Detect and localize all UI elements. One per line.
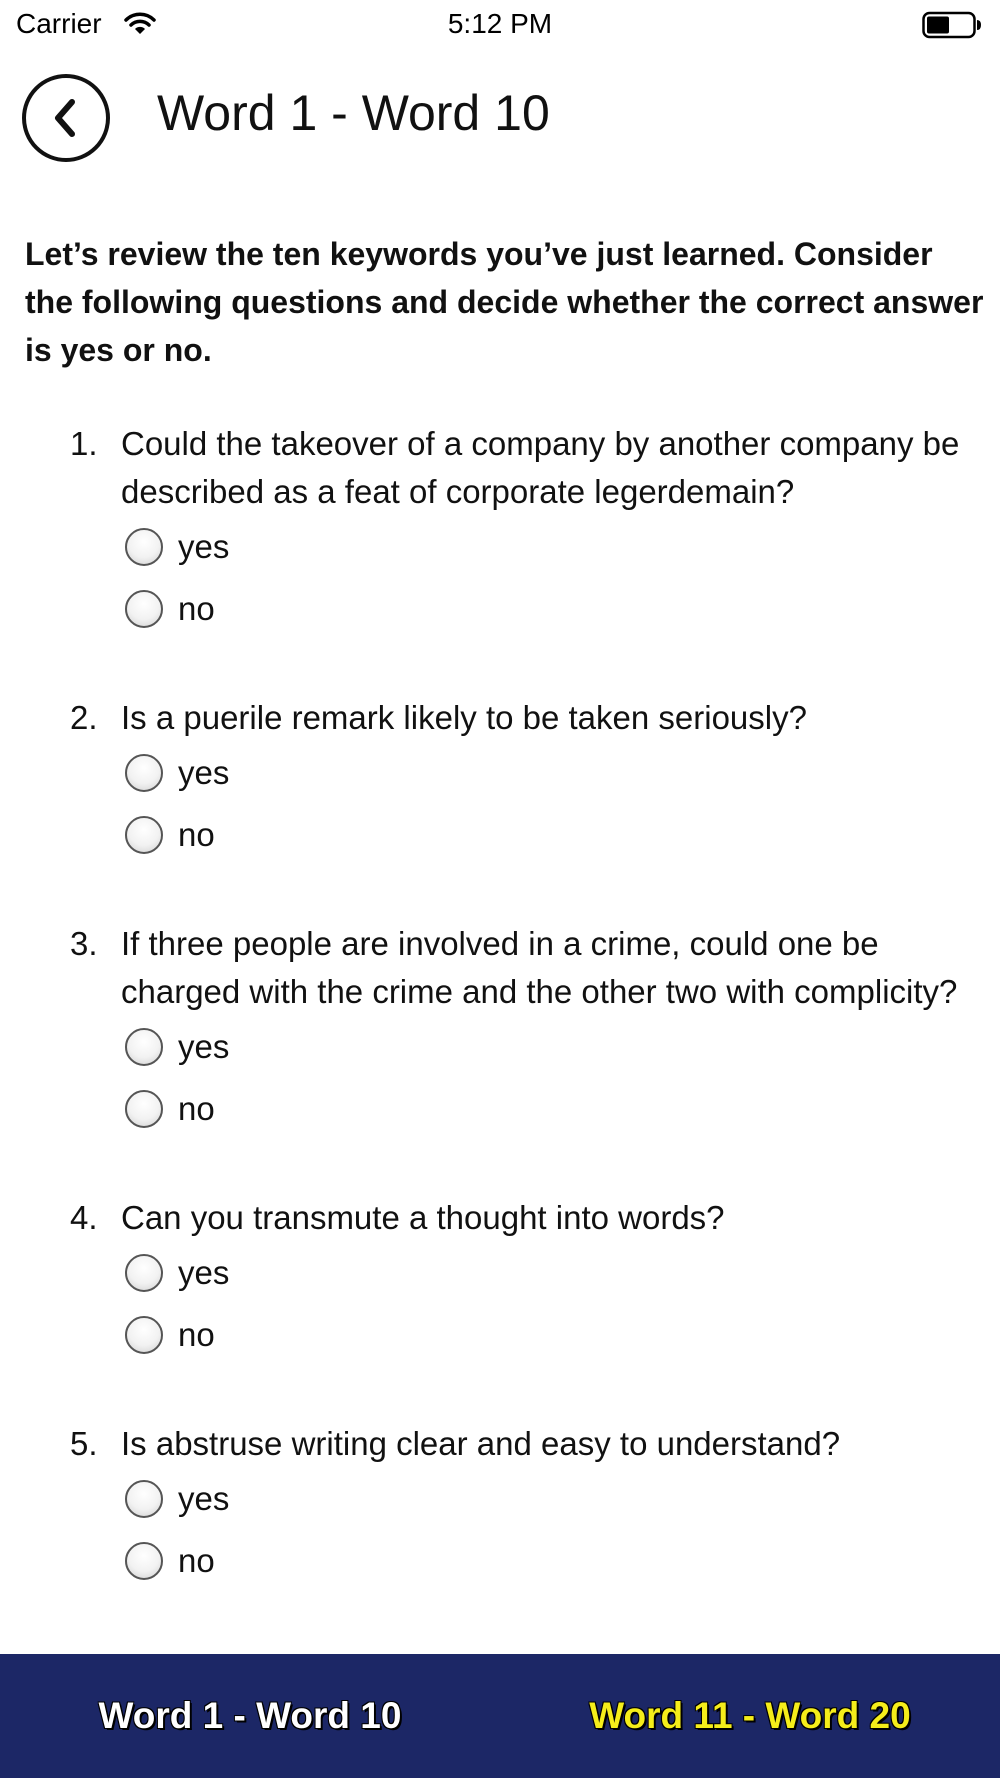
status-bar [0,0,1000,50]
battery-icon [922,11,982,39]
question-text: If three people are involved in a crime, could one be charged with the crime and the other two with complicity? [121,925,958,1010]
question-item [0,1420,1000,1592]
answer-option-yes[interactable] [125,742,1000,804]
option-label: yes [178,1028,230,1065]
radio-button[interactable] [125,816,163,854]
tab-word-11-20[interactable]: Word 11 - Word 20 [589,1695,911,1736]
radio-button[interactable] [125,1028,163,1066]
answer-option-no[interactable] [125,1078,1000,1140]
answer-option-no[interactable] [125,1304,1000,1366]
option-label: yes [178,1254,230,1291]
question-item [0,1194,1000,1366]
chevron-left-icon [46,94,86,142]
option-label: no [178,816,215,853]
option-label: yes [178,754,230,791]
question-number: 3. [70,925,98,962]
radio-button[interactable] [125,1316,163,1354]
status-time: 5:12 PM [447,8,553,39]
intro-text: Let’s review the ten keywords you’ve just learned. Consider the following questions and decide whether the correct answer is yes or no. [25,236,984,368]
question-text: Could the takeover of a company by another company be described as a feat of corporate legerdemain? [121,425,960,510]
question-number: 1. [70,425,98,462]
question-number: 2. [70,699,98,736]
question-list [0,420,1000,1646]
radio-button[interactable] [125,1254,163,1292]
answer-option-no[interactable] [125,578,1000,640]
answer-option-no[interactable] [125,1530,1000,1592]
answer-option-yes[interactable] [125,516,1000,578]
bottom-tab-bar [0,1654,1000,1778]
content-scroll-area[interactable] [0,170,1000,1654]
option-label: no [178,1316,215,1353]
radio-button[interactable] [125,1480,163,1518]
option-label: no [178,1542,215,1579]
option-label: no [178,590,215,627]
question-number: 4. [70,1199,98,1236]
answer-option-yes[interactable] [125,1016,1000,1078]
tab-word-1-10[interactable]: Word 1 - Word 10 [98,1695,402,1736]
answer-option-no[interactable] [125,804,1000,866]
question-text: Is a puerile remark likely to be taken seriously? [121,699,807,736]
option-label: yes [178,1480,230,1517]
answer-option-yes[interactable] [125,1468,1000,1530]
question-item [0,420,1000,640]
radio-button[interactable] [125,590,163,628]
question-item [0,920,1000,1140]
carrier-label: Carrier [16,8,102,39]
radio-button[interactable] [125,528,163,566]
radio-button[interactable] [125,754,163,792]
nav-bar [0,60,1000,170]
question-number: 5. [70,1425,98,1462]
answer-option-yes[interactable] [125,1242,1000,1304]
question-text: Is abstruse writing clear and easy to understand? [121,1425,841,1462]
radio-button[interactable] [125,1090,163,1128]
back-button[interactable] [22,74,110,162]
question-item [0,694,1000,866]
page-title: Word 1 - Word 10 [157,85,550,141]
radio-button[interactable] [125,1542,163,1580]
option-label: yes [178,528,230,565]
option-label: no [178,1090,215,1127]
question-text: Can you transmute a thought into words? [121,1199,725,1236]
